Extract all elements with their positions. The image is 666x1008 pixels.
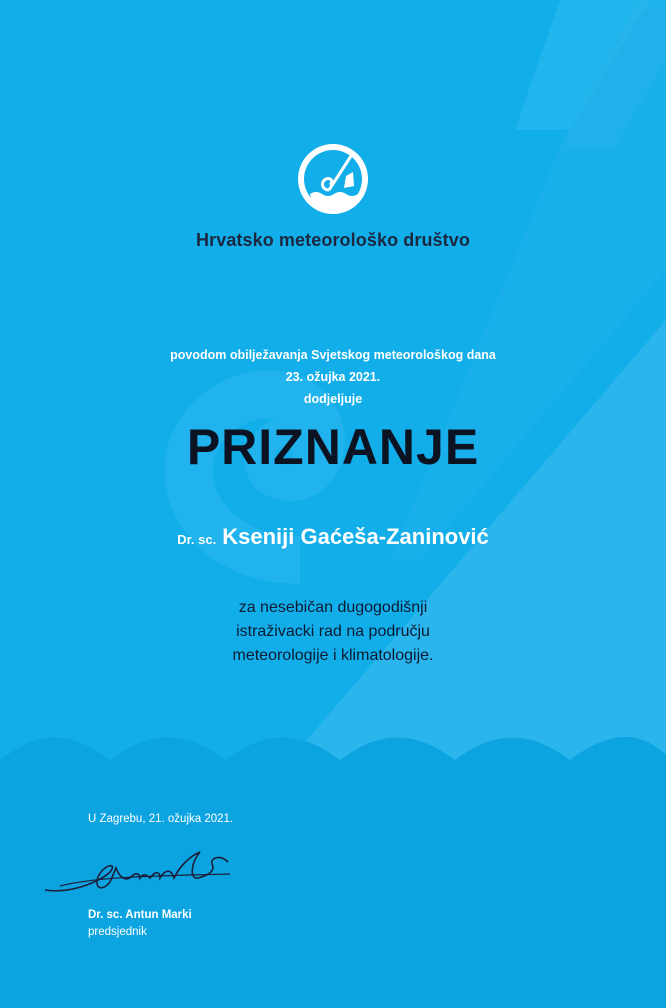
signer-role: predsjednik bbox=[88, 926, 147, 938]
signature bbox=[40, 842, 240, 902]
occasion-line-1: povodom obilježavanja Svjetskog meteorološkog dana bbox=[170, 348, 496, 362]
signer-name: Dr. sc. Antun Marki bbox=[88, 909, 192, 921]
logo-icon bbox=[296, 142, 370, 216]
recipient-name: Kseniji Gaćeša-Zaninović bbox=[222, 524, 489, 549]
organization-name: Hrvatsko meteorološko društvo bbox=[196, 230, 470, 250]
recipient bbox=[0, 524, 666, 550]
occasion-text bbox=[0, 344, 666, 410]
reason-line-3: meteorologije i klimatologije. bbox=[232, 647, 434, 664]
award-title: PRIZNANJE bbox=[186, 419, 480, 475]
occasion-line-2: 23. ožujka 2021. bbox=[285, 370, 381, 384]
occasion-line-3: dodjeljuje bbox=[303, 392, 363, 406]
award-reason bbox=[0, 596, 666, 668]
recipient-prefix: Dr. sc. bbox=[177, 532, 217, 547]
reason-line-1: za nesebičan dugogodišnji bbox=[238, 599, 428, 616]
reason-line-2: istraživacki rad na području bbox=[236, 623, 430, 640]
signer-block bbox=[88, 907, 192, 941]
place-date: U Zagrebu, 21. ožujka 2021. bbox=[88, 813, 234, 825]
